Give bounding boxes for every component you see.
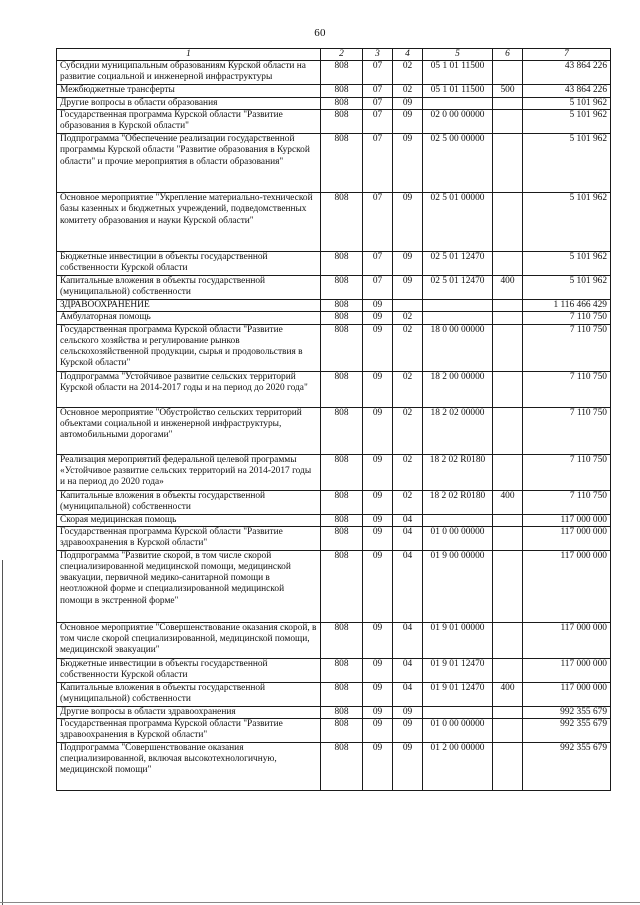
cell-target-article: 18 0 00 00000 [423,324,493,371]
cell-section: 07 [363,252,393,276]
cell-name: Субсидии муниципальным образованиям Курской области на развитие социальной и инженерной инфраструктуры [57,61,321,85]
cell-ministry: 808 [321,371,363,407]
cell-section: 07 [363,276,393,300]
cell-expense-type: 400 [493,682,523,706]
cell-expense-type [493,622,523,658]
cell-section: 09 [363,300,393,312]
cell-section: 09 [363,706,393,718]
table-row [57,371,611,407]
cell-target-article: 01 0 00 00000 [423,526,493,550]
table-row [57,550,611,622]
cell-target-article [423,300,493,312]
cell-ministry: 808 [321,300,363,312]
cell-section: 09 [363,743,393,791]
table-row [57,61,611,85]
cell-ministry: 808 [321,407,363,454]
column-header-ministry: 2 [321,49,363,61]
cell-target-article [423,706,493,718]
table-row [57,134,611,193]
cell-ministry: 808 [321,454,363,490]
cell-subsection: 02 [393,490,423,514]
cell-expense-type [493,526,523,550]
cell-subsection: 09 [393,252,423,276]
cell-subsection: 09 [393,743,423,791]
cell-section: 09 [363,550,393,622]
cell-target-article: 01 9 01 00000 [423,622,493,658]
cell-amount: 1 116 466 429 [523,300,611,312]
cell-amount: 7 110 750 [523,490,611,514]
cell-amount: 43 864 226 [523,61,611,85]
cell-target-article: 05 1 01 11500 [423,61,493,85]
cell-name: Другие вопросы в области образования [57,98,321,110]
cell-section: 07 [363,85,393,98]
cell-name: Реализация мероприятий федеральной целевой программы «Устойчивое развитие сельских территорий на 2014-2017 годы и на период до 2020 года» [57,454,321,490]
cell-name: Другие вопросы в области здравоохранения [57,706,321,718]
cell-expense-type: 400 [493,276,523,300]
cell-target-article: 18 2 02 R0180 [423,490,493,514]
cell-subsection: 04 [393,526,423,550]
cell-expense-type: 500 [493,85,523,98]
cell-subsection: 09 [393,110,423,134]
cell-section: 09 [363,454,393,490]
table-row [57,743,611,791]
cell-subsection [393,300,423,312]
table-row [57,682,611,706]
cell-name: Государственная программа Курской области "Развитие здравоохранения в Курской области" [57,719,321,743]
cell-amount: 5 101 962 [523,252,611,276]
cell-name: Государственная программа Курской области "Развитие здравоохранения в Курской области" [57,526,321,550]
cell-name: Основное мероприятие "Совершенствование оказания скорой, в том числе скорой специализированной, медицинской помощи, медицинской эвакуации" [57,622,321,658]
column-header-section: 3 [363,49,393,61]
cell-name: Подпрограмма "Развитие скорой, в том числе скорой специализированной медицинской помощи, медицинской эвакуации, первичной медико-санитарной помощи в неотложной форме и специализированной медицинской помощи в экстренной форме" [57,550,321,622]
cell-expense-type [493,110,523,134]
cell-section: 09 [363,514,393,526]
cell-amount: 7 110 750 [523,407,611,454]
cell-subsection: 09 [393,134,423,193]
cell-expense-type [493,193,523,252]
cell-ministry: 808 [321,526,363,550]
column-header-target-article: 5 [423,49,493,61]
cell-subsection: 02 [393,85,423,98]
cell-name: Подпрограмма "Устойчивое развитие сельских территорий Курской области на 2014-2017 годы и на период до 2020 года" [57,371,321,407]
cell-ministry: 808 [321,110,363,134]
cell-amount: 117 000 000 [523,550,611,622]
cell-amount: 5 101 962 [523,193,611,252]
cell-expense-type [493,743,523,791]
cell-target-article: 01 9 00 00000 [423,550,493,622]
cell-expense-type [493,550,523,622]
cell-amount: 117 000 000 [523,514,611,526]
cell-ministry: 808 [321,706,363,718]
cell-amount: 992 355 679 [523,706,611,718]
cell-expense-type [493,658,523,682]
cell-ministry: 808 [321,61,363,85]
table-row [57,276,611,300]
table-row [57,193,611,252]
cell-ministry: 808 [321,252,363,276]
cell-target-article: 01 2 00 00000 [423,743,493,791]
cell-name: Капитальные вложения в объекты государственной (муниципальной) собственности [57,276,321,300]
column-header-expense-type: 6 [493,49,523,61]
cell-target-article: 01 9 01 12470 [423,658,493,682]
cell-name: Основное мероприятие "Укрепление материально-технической базы казенных и бюджетных учреждений, подведомственных комитету образования и науки Курской области" [57,193,321,252]
cell-expense-type [493,98,523,110]
cell-section: 09 [363,407,393,454]
table-row [57,324,611,371]
cell-expense-type [493,300,523,312]
cell-target-article: 18 2 00 00000 [423,371,493,407]
cell-name: Государственная программа Курской области "Развитие сельского хозяйства и регулирование рынков сельскохозяйственной продукции, сырья и продовольствия в Курской области" [57,324,321,371]
cell-section: 09 [363,312,393,324]
cell-subsection: 02 [393,324,423,371]
cell-amount: 5 101 962 [523,276,611,300]
cell-name: ЗДРАВООХРАНЕНИЕ [57,300,321,312]
table-row [57,622,611,658]
cell-amount: 117 000 000 [523,682,611,706]
table-row [57,252,611,276]
cell-amount: 117 000 000 [523,622,611,658]
cell-amount: 7 110 750 [523,454,611,490]
budget-table [56,48,611,791]
cell-expense-type [493,407,523,454]
cell-expense-type [493,324,523,371]
cell-subsection: 04 [393,682,423,706]
cell-subsection: 04 [393,658,423,682]
cell-target-article [423,514,493,526]
cell-ministry: 808 [321,85,363,98]
cell-ministry: 808 [321,743,363,791]
cell-expense-type: 400 [493,490,523,514]
cell-ministry: 808 [321,134,363,193]
cell-target-article: 01 9 01 12470 [423,682,493,706]
cell-expense-type [493,371,523,407]
cell-ministry: 808 [321,550,363,622]
table-row [57,490,611,514]
cell-target-article: 01 0 00 00000 [423,719,493,743]
table-row [57,312,611,324]
scan-edge-left [2,560,3,905]
cell-expense-type [493,454,523,490]
column-header-name: 1 [57,49,321,61]
cell-subsection: 02 [393,61,423,85]
cell-amount: 992 355 679 [523,743,611,791]
cell-ministry: 808 [321,622,363,658]
cell-section: 07 [363,98,393,110]
cell-expense-type [493,706,523,718]
cell-section: 09 [363,371,393,407]
page-number: 60 [314,27,326,39]
cell-target-article: 18 2 02 00000 [423,407,493,454]
cell-section: 09 [363,658,393,682]
table-row [57,110,611,134]
cell-expense-type [493,252,523,276]
cell-subsection: 04 [393,514,423,526]
cell-name: Скорая медицинская помощь [57,514,321,526]
table-row [57,454,611,490]
cell-ministry: 808 [321,490,363,514]
cell-subsection: 09 [393,276,423,300]
cell-expense-type [493,719,523,743]
cell-amount: 7 110 750 [523,312,611,324]
cell-section: 07 [363,61,393,85]
cell-amount: 992 355 679 [523,719,611,743]
cell-target-article: 02 5 01 12470 [423,252,493,276]
cell-amount: 5 101 962 [523,110,611,134]
cell-expense-type [493,312,523,324]
cell-name: Подпрограмма "Совершенствование оказания специализированной, включая высокотехнологичную, медицинской помощи" [57,743,321,791]
cell-target-article: 02 5 00 00000 [423,134,493,193]
cell-section: 09 [363,622,393,658]
cell-subsection: 04 [393,622,423,658]
table-row [57,407,611,454]
table-row [57,706,611,718]
cell-ministry: 808 [321,658,363,682]
cell-ministry: 808 [321,324,363,371]
cell-ministry: 808 [321,276,363,300]
cell-target-article [423,312,493,324]
cell-section: 07 [363,110,393,134]
cell-subsection: 02 [393,454,423,490]
cell-name: Государственная программа Курской области "Развитие образования в Курской области" [57,110,321,134]
cell-subsection: 09 [393,193,423,252]
column-header-subsection: 4 [393,49,423,61]
header-row [57,49,611,61]
table-row [57,514,611,526]
table-row [57,98,611,110]
cell-name: Капитальные вложения в объекты государственной (муниципальной) собственности [57,682,321,706]
cell-section: 09 [363,682,393,706]
cell-name: Основное мероприятие "Обустройство сельских территорий объектами социальной и инженерной инфраструктуры, автомобильными дорогами" [57,407,321,454]
cell-subsection: 02 [393,312,423,324]
cell-target-article: 02 0 00 00000 [423,110,493,134]
cell-expense-type [493,134,523,193]
scan-edge-bottom [0,902,640,903]
cell-name: Бюджетные инвестиции в объекты государственной собственности Курской области [57,252,321,276]
cell-section: 09 [363,324,393,371]
cell-amount: 7 110 750 [523,324,611,371]
table-row [57,719,611,743]
cell-subsection: 09 [393,98,423,110]
cell-name: Межбюджетные трансферты [57,85,321,98]
table-row [57,300,611,312]
cell-name: Капитальные вложения в объекты государственной (муниципальной) собственности [57,490,321,514]
cell-name: Амбулаторная помощь [57,312,321,324]
cell-section: 07 [363,193,393,252]
table-row [57,85,611,98]
cell-subsection: 02 [393,407,423,454]
cell-section: 07 [363,134,393,193]
table-row [57,526,611,550]
cell-ministry: 808 [321,719,363,743]
cell-target-article: 05 1 01 11500 [423,85,493,98]
cell-name: Бюджетные инвестиции в объекты государственной собственности Курской области [57,658,321,682]
cell-expense-type [493,61,523,85]
cell-amount: 5 101 962 [523,134,611,193]
cell-ministry: 808 [321,514,363,526]
cell-subsection: 09 [393,706,423,718]
cell-amount: 7 110 750 [523,371,611,407]
cell-target-article: 02 5 01 00000 [423,193,493,252]
cell-section: 09 [363,526,393,550]
cell-ministry: 808 [321,312,363,324]
cell-amount: 5 101 962 [523,98,611,110]
cell-subsection: 04 [393,550,423,622]
cell-target-article [423,98,493,110]
cell-amount: 117 000 000 [523,658,611,682]
cell-ministry: 808 [321,682,363,706]
cell-target-article: 18 2 02 R0180 [423,454,493,490]
cell-section: 09 [363,719,393,743]
cell-ministry: 808 [321,193,363,252]
cell-subsection: 02 [393,371,423,407]
cell-ministry: 808 [321,98,363,110]
table-row [57,658,611,682]
cell-expense-type [493,514,523,526]
cell-amount: 117 000 000 [523,526,611,550]
cell-target-article: 02 5 01 12470 [423,276,493,300]
cell-amount: 43 864 226 [523,85,611,98]
cell-name: Подпрограмма "Обеспечение реализации государственной программы Курской области "Развитие образования в Курской области" и прочие мероприятия в области образования" [57,134,321,193]
cell-section: 09 [363,490,393,514]
cell-subsection: 09 [393,719,423,743]
column-header-amount: 7 [523,49,611,61]
